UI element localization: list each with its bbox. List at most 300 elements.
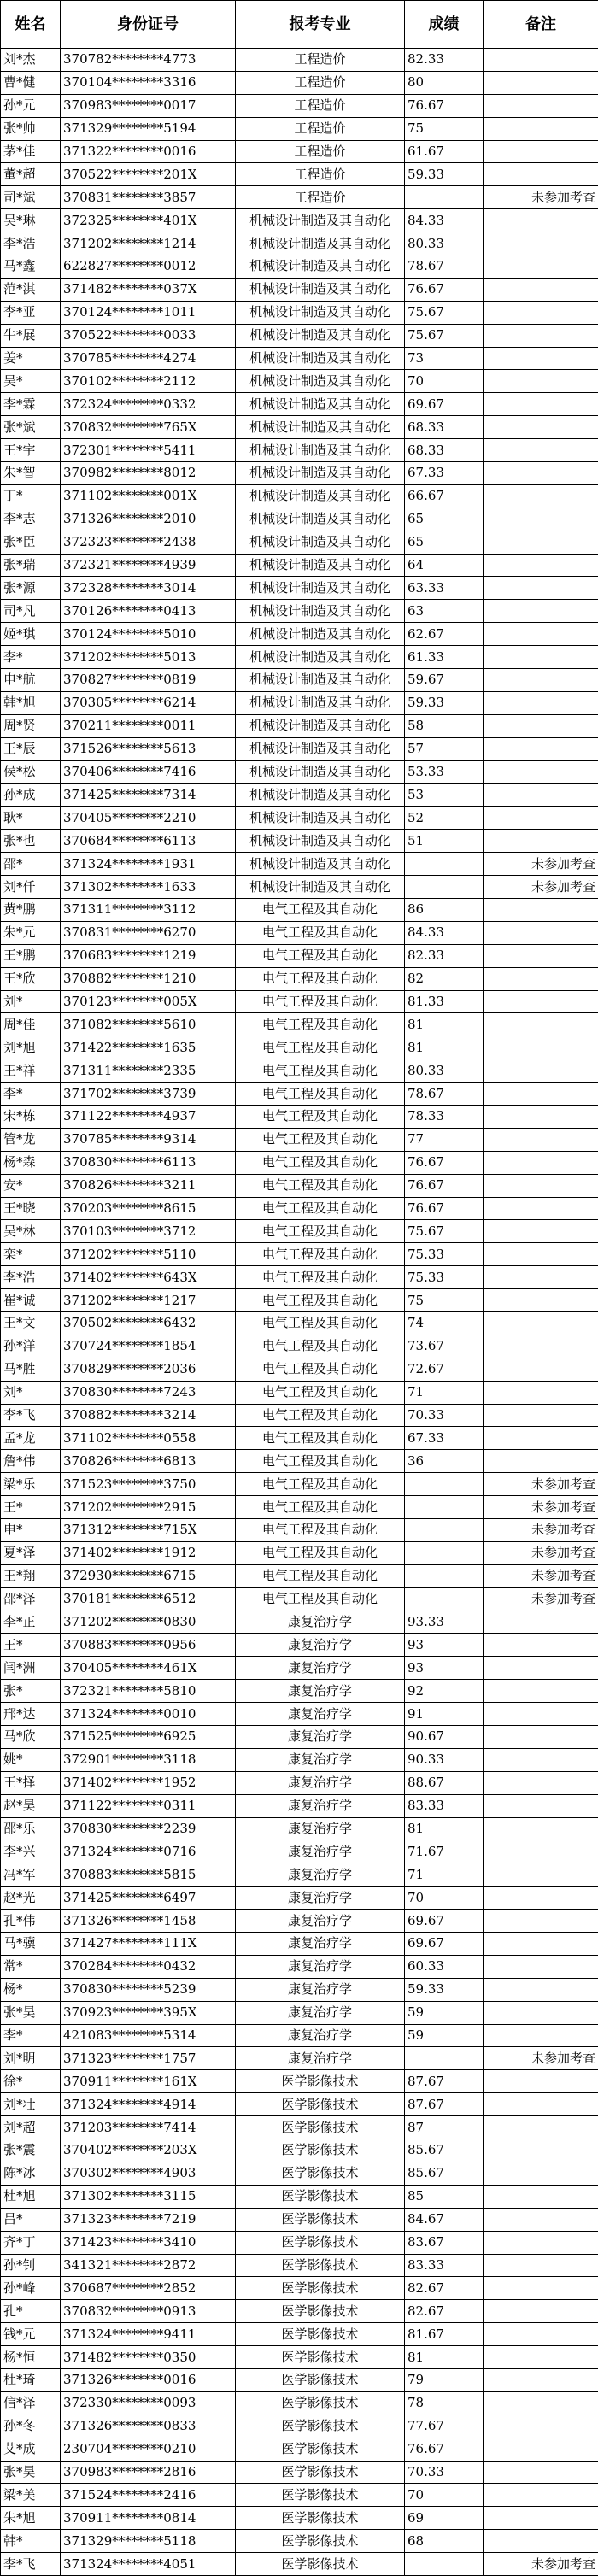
cell-score: 80.33 (405, 232, 484, 255)
cell-name: 艾*成 (1, 2438, 61, 2461)
cell-name: 朱*元 (1, 921, 61, 944)
cell-major: 工程造价 (236, 94, 405, 117)
cell-name: 孙*峰 (1, 2277, 61, 2300)
cell-id-number: 370882********3214 (61, 1404, 236, 1427)
cell-name: 刘* (1, 1381, 61, 1404)
cell-major: 医学影像技术 (236, 2139, 405, 2162)
cell-note: 未参加考查 (484, 1541, 598, 1564)
cell-score: 62.67 (405, 623, 484, 646)
cell-id-number: 372301********5411 (61, 439, 236, 462)
cell-major: 医学影像技术 (236, 2368, 405, 2391)
cell-major: 电气工程及其自动化 (236, 1335, 405, 1358)
cell-id-number: 370830********7243 (61, 1381, 236, 1404)
cell-name: 马*欣 (1, 1726, 61, 1749)
cell-major: 机械设计制造及其自动化 (236, 393, 405, 416)
cell-id-number: 370402********203X (61, 2139, 236, 2162)
cell-major: 电气工程及其自动化 (236, 898, 405, 921)
cell-major: 电气工程及其自动化 (236, 944, 405, 967)
cell-major: 医学影像技术 (236, 2438, 405, 2461)
table-row (1, 94, 598, 117)
cell-id-number: 370830********6113 (61, 1151, 236, 1174)
cell-id-number: 371326********0833 (61, 2415, 236, 2438)
cell-major: 康复治疗学 (236, 1726, 405, 1749)
cell-score (405, 1587, 484, 1611)
cell-id-number: 372323********2438 (61, 531, 236, 554)
cell-score: 52 (405, 807, 484, 830)
cell-id-number: 371202********5110 (61, 1243, 236, 1266)
cell-major: 电气工程及其自动化 (236, 1564, 405, 1587)
cell-name: 孙*元 (1, 94, 61, 117)
cell-note (484, 760, 598, 783)
cell-name: 杨*森 (1, 1151, 61, 1174)
cell-name: 司*斌 (1, 186, 61, 209)
table-row (1, 1151, 598, 1174)
cell-id-number: 370829********2036 (61, 1358, 236, 1381)
cell-id-number: 370405********461X (61, 1657, 236, 1680)
cell-score: 91 (405, 1703, 484, 1726)
table-row (1, 1473, 598, 1496)
cell-name: 曹*健 (1, 71, 61, 94)
cell-note (484, 2346, 598, 2369)
cell-score: 68 (405, 2530, 484, 2553)
table-row (1, 600, 598, 623)
cell-note (484, 2231, 598, 2254)
cell-name: 王*祥 (1, 1059, 61, 1083)
cell-score (405, 876, 484, 899)
cell-major: 康复治疗学 (236, 1978, 405, 2001)
cell-name: 姚* (1, 1748, 61, 1771)
cell-major: 机械设计制造及其自动化 (236, 600, 405, 623)
cell-name: 申*航 (1, 669, 61, 692)
table-row (1, 2415, 598, 2438)
cell-score: 83.67 (405, 2231, 484, 2254)
table-row (1, 623, 598, 646)
table-row (1, 1083, 598, 1106)
cell-note (484, 1220, 598, 1243)
cell-id-number: 371524********2416 (61, 2484, 236, 2507)
cell-name: 李*志 (1, 508, 61, 531)
cell-major: 机械设计制造及其自动化 (236, 508, 405, 531)
cell-score: 75.33 (405, 1243, 484, 1266)
table-row (1, 807, 598, 830)
cell-major: 工程造价 (236, 186, 405, 209)
cell-major: 康复治疗学 (236, 2024, 405, 2047)
cell-name: 钱*元 (1, 2323, 61, 2346)
cell-major: 电气工程及其自动化 (236, 1174, 405, 1197)
cell-score: 70 (405, 370, 484, 393)
cell-name: 杨* (1, 1978, 61, 2001)
cell-id-number: 371202********1217 (61, 1289, 236, 1312)
cell-id-number: 371202********5013 (61, 646, 236, 669)
cell-note (484, 1335, 598, 1358)
cell-name: 侯*松 (1, 760, 61, 783)
cell-score: 82.33 (405, 944, 484, 967)
cell-name: 冯*军 (1, 1863, 61, 1887)
cell-note (484, 117, 598, 140)
cell-name: 李* (1, 2024, 61, 2047)
table-row (1, 1748, 598, 1771)
cell-score: 61.67 (405, 140, 484, 163)
table-row (1, 1771, 598, 1794)
cell-major: 医学影像技术 (236, 2346, 405, 2369)
cell-score: 81 (405, 1036, 484, 1059)
cell-major: 机械设计制造及其自动化 (236, 760, 405, 783)
cell-id-number: 371526********5613 (61, 737, 236, 760)
cell-score: 87 (405, 2116, 484, 2139)
cell-id-number: 370124********1011 (61, 301, 236, 324)
table-row (1, 2162, 598, 2185)
cell-name: 栾* (1, 1243, 61, 1266)
cell-note: 未参加考查 (484, 1473, 598, 1496)
cell-name: 杜*琦 (1, 2368, 61, 2391)
cell-major: 机械设计制造及其自动化 (236, 737, 405, 760)
cell-major: 医学影像技术 (236, 2484, 405, 2507)
cell-score: 63 (405, 600, 484, 623)
cell-note (484, 71, 598, 94)
cell-score: 85 (405, 2185, 484, 2208)
cell-major: 康复治疗学 (236, 1680, 405, 1703)
table-row (1, 1541, 598, 1564)
cell-name: 管*龙 (1, 1128, 61, 1151)
cell-note (484, 508, 598, 531)
cell-id-number: 371102********001X (61, 484, 236, 508)
cell-major: 电气工程及其自动化 (236, 1128, 405, 1151)
cell-note (484, 1680, 598, 1703)
cell-name: 赵*昊 (1, 1794, 61, 1817)
cell-note (484, 2070, 598, 2093)
cell-note: 未参加考查 (484, 1519, 598, 1542)
table-row (1, 1611, 598, 1634)
cell-id-number: 371311********3112 (61, 898, 236, 921)
cell-score: 70 (405, 1887, 484, 1910)
cell-name: 闫*洲 (1, 1657, 61, 1680)
cell-note (484, 898, 598, 921)
cell-id-number: 371324********9411 (61, 2323, 236, 2346)
cell-major: 电气工程及其自动化 (236, 1541, 405, 1564)
cell-note (484, 1381, 598, 1404)
table-row (1, 2231, 598, 2254)
table-row (1, 2346, 598, 2369)
table-row (1, 2024, 598, 2047)
cell-score: 69.67 (405, 1910, 484, 1933)
cell-note (484, 209, 598, 232)
table-row (1, 301, 598, 324)
cell-id-number: 372328********3014 (61, 577, 236, 600)
cell-name: 孔*伟 (1, 1910, 61, 1933)
cell-name: 刘*杰 (1, 49, 61, 72)
cell-major: 机械设计制造及其自动化 (236, 577, 405, 600)
cell-major: 机械设计制造及其自动化 (236, 324, 405, 347)
cell-note (484, 2116, 598, 2139)
cell-note (484, 1174, 598, 1197)
table-row (1, 830, 598, 853)
cell-name: 邵* (1, 853, 61, 876)
table-row (1, 2461, 598, 2484)
cell-score: 76.67 (405, 2438, 484, 2461)
cell-score (405, 1496, 484, 1519)
cell-score: 82.67 (405, 2277, 484, 2300)
table-row (1, 347, 598, 370)
cell-note (484, 1794, 598, 1817)
cell-id-number: 371427********111X (61, 1933, 236, 1956)
cell-id-number: 371423********3410 (61, 2231, 236, 2254)
cell-name: 王*翔 (1, 1564, 61, 1587)
cell-score: 75.67 (405, 301, 484, 324)
cell-name: 王* (1, 1634, 61, 1657)
cell-note (484, 1910, 598, 1933)
cell-score: 75.67 (405, 324, 484, 347)
cell-note (484, 370, 598, 393)
cell-note (484, 324, 598, 347)
cell-note (484, 94, 598, 117)
cell-id-number: 371523********3750 (61, 1473, 236, 1496)
cell-score: 87.67 (405, 2093, 484, 2116)
cell-major: 电气工程及其自动化 (236, 1450, 405, 1473)
cell-score: 73.67 (405, 1335, 484, 1358)
cell-name: 刘*仟 (1, 876, 61, 899)
table-row (1, 1978, 598, 2001)
cell-id-number: 371482********0350 (61, 2346, 236, 2369)
cell-note (484, 2162, 598, 2185)
table-row (1, 1036, 598, 1059)
cell-major: 医学影像技术 (236, 2300, 405, 2323)
cell-note (484, 2461, 598, 2484)
cell-major: 医学影像技术 (236, 2070, 405, 2093)
cell-score: 78.67 (405, 1083, 484, 1106)
cell-note (484, 301, 598, 324)
table-row (1, 1311, 598, 1335)
cell-note (484, 691, 598, 714)
cell-name: 安* (1, 1174, 61, 1197)
cell-id-number: 371402********1952 (61, 1771, 236, 1794)
cell-note (484, 2139, 598, 2162)
cell-name: 李*飞 (1, 2553, 61, 2576)
table-row (1, 1794, 598, 1817)
cell-score: 59.33 (405, 163, 484, 186)
cell-score: 74 (405, 1311, 484, 1335)
cell-score: 84.67 (405, 2208, 484, 2231)
cell-score: 75 (405, 1289, 484, 1312)
table-row (1, 71, 598, 94)
cell-id-number: 372324********0332 (61, 393, 236, 416)
cell-score: 78.67 (405, 255, 484, 279)
cell-name: 孙*成 (1, 783, 61, 807)
cell-id-number: 371202********1214 (61, 232, 236, 255)
cell-major: 机械设计制造及其自动化 (236, 646, 405, 669)
cell-major: 工程造价 (236, 71, 405, 94)
cell-id-number: 370724********1854 (61, 1335, 236, 1358)
cell-name: 吕* (1, 2208, 61, 2231)
table-row (1, 1266, 598, 1289)
cell-id-number: 370102********2112 (61, 370, 236, 393)
cell-id-number: 370827********0819 (61, 669, 236, 692)
cell-major: 电气工程及其自动化 (236, 1404, 405, 1427)
cell-major: 机械设计制造及其自动化 (236, 462, 405, 485)
cell-name: 朱*旭 (1, 2507, 61, 2530)
cell-score: 77 (405, 1128, 484, 1151)
cell-major: 机械设计制造及其自动化 (236, 484, 405, 508)
cell-major: 电气工程及其自动化 (236, 1036, 405, 1059)
cell-major: 康复治疗学 (236, 2047, 405, 2070)
cell-major: 电气工程及其自动化 (236, 1289, 405, 1312)
cell-score: 64 (405, 554, 484, 577)
table-row (1, 944, 598, 967)
table-row (1, 484, 598, 508)
cell-name: 王*辰 (1, 737, 61, 760)
cell-major: 电气工程及其自动化 (236, 921, 405, 944)
table-header (1, 1, 598, 49)
cell-score: 81 (405, 2346, 484, 2369)
table-row (1, 186, 598, 209)
cell-note (484, 484, 598, 508)
table-body (1, 49, 598, 2576)
cell-name: 吴*林 (1, 1220, 61, 1243)
cell-score: 82.67 (405, 2300, 484, 2323)
cell-note (484, 1978, 598, 2001)
cell-major: 机械设计制造及其自动化 (236, 554, 405, 577)
cell-name: 王*文 (1, 1311, 61, 1335)
cell-id-number: 371324********0716 (61, 1840, 236, 1863)
cell-id-number: 370103********3712 (61, 1220, 236, 1243)
cell-note (484, 2438, 598, 2461)
table-row (1, 1381, 598, 1404)
cell-name: 宋*栋 (1, 1105, 61, 1128)
cell-major: 康复治疗学 (236, 1657, 405, 1680)
cell-note (484, 1771, 598, 1794)
cell-score: 80.33 (405, 1059, 484, 1083)
cell-score: 68.33 (405, 439, 484, 462)
cell-major: 医学影像技术 (236, 2277, 405, 2300)
cell-score: 53 (405, 783, 484, 807)
cell-score: 67.33 (405, 462, 484, 485)
cell-major: 电气工程及其自动化 (236, 1243, 405, 1266)
cell-major: 机械设计制造及其自动化 (236, 370, 405, 393)
cell-score: 59.67 (405, 669, 484, 692)
cell-note (484, 921, 598, 944)
cell-major: 医学影像技术 (236, 2553, 405, 2576)
cell-id-number: 371122********0311 (61, 1794, 236, 1817)
cell-name: 梁*美 (1, 2484, 61, 2507)
table-row (1, 1840, 598, 1863)
cell-id-number: 371525********6925 (61, 1726, 236, 1749)
cell-score: 76.67 (405, 278, 484, 301)
table-row (1, 1358, 598, 1381)
cell-major: 机械设计制造及其自动化 (236, 531, 405, 554)
cell-score: 72.67 (405, 1358, 484, 1381)
cell-note (484, 714, 598, 737)
cell-note (484, 1933, 598, 1956)
cell-id-number: 371302********1633 (61, 876, 236, 899)
cell-note (484, 1611, 598, 1634)
cell-id-number: 371324********1931 (61, 853, 236, 876)
cell-note: 未参加考查 (484, 1496, 598, 1519)
cell-name: 邢*达 (1, 1703, 61, 1726)
cell-score: 71.67 (405, 1840, 484, 1863)
cell-score: 59 (405, 2001, 484, 2024)
cell-score: 77.67 (405, 2415, 484, 2438)
cell-id-number: 372901********3118 (61, 1748, 236, 1771)
cell-major: 医学影像技术 (236, 2093, 405, 2116)
cell-score (405, 2553, 484, 2576)
cell-id-number: 371122********4937 (61, 1105, 236, 1128)
cell-score: 93 (405, 1657, 484, 1680)
cell-name: 司*凡 (1, 600, 61, 623)
cell-name: 马*胜 (1, 1358, 61, 1381)
cell-name: 李* (1, 646, 61, 669)
cell-id-number: 370211********0011 (61, 714, 236, 737)
header-name: 姓名 (1, 1, 61, 49)
cell-name: 刘*超 (1, 2116, 61, 2139)
cell-note (484, 255, 598, 279)
cell-score: 76.67 (405, 94, 484, 117)
cell-id-number: 371402********643X (61, 1266, 236, 1289)
cell-note (484, 1863, 598, 1887)
cell-name: 崔*诚 (1, 1289, 61, 1312)
cell-id-number: 370983********0017 (61, 94, 236, 117)
cell-note (484, 1059, 598, 1083)
table-row (1, 1013, 598, 1036)
table-row (1, 1059, 598, 1083)
table-row (1, 1564, 598, 1587)
cell-score: 88.67 (405, 1771, 484, 1794)
cell-major: 电气工程及其自动化 (236, 1311, 405, 1335)
cell-major: 电气工程及其自动化 (236, 1496, 405, 1519)
cell-score: 59.33 (405, 1978, 484, 2001)
cell-note (484, 49, 598, 72)
table-row (1, 2139, 598, 2162)
cell-id-number: 370406********7416 (61, 760, 236, 783)
cell-id-number: 370104********3316 (61, 71, 236, 94)
cell-major: 电气工程及其自动化 (236, 1266, 405, 1289)
cell-note (484, 462, 598, 485)
cell-name: 李*亚 (1, 301, 61, 324)
table-row (1, 921, 598, 944)
cell-score: 58 (405, 714, 484, 737)
cell-name: 丁* (1, 484, 61, 508)
table-row (1, 2368, 598, 2391)
table-row (1, 1243, 598, 1266)
table-row (1, 853, 598, 876)
table-row (1, 2507, 598, 2530)
cell-major: 电气工程及其自动化 (236, 1220, 405, 1243)
header-note: 备注 (484, 1, 598, 49)
cell-major: 康复治疗学 (236, 1703, 405, 1726)
cell-name: 黄*鹏 (1, 898, 61, 921)
cell-id-number: 370983********2816 (61, 2461, 236, 2484)
cell-name: 李*浩 (1, 1266, 61, 1289)
table-row (1, 1955, 598, 1978)
table-row (1, 2001, 598, 2024)
cell-major: 医学影像技术 (236, 2231, 405, 2254)
cell-note (484, 1358, 598, 1381)
cell-score: 70.33 (405, 2461, 484, 2484)
cell-major: 医学影像技术 (236, 2323, 405, 2346)
cell-major: 机械设计制造及其自动化 (236, 439, 405, 462)
cell-major: 医学影像技术 (236, 2185, 405, 2208)
table-row (1, 531, 598, 554)
cell-name: 李*兴 (1, 1840, 61, 1863)
cell-note (484, 393, 598, 416)
table-row (1, 1863, 598, 1887)
table-row (1, 1220, 598, 1243)
cell-id-number: 371323********7219 (61, 2208, 236, 2231)
cell-major: 电气工程及其自动化 (236, 990, 405, 1013)
cell-id-number: 370181********6512 (61, 1587, 236, 1611)
cell-score: 78.33 (405, 1105, 484, 1128)
cell-note (484, 2530, 598, 2553)
cell-name: 杜*旭 (1, 2185, 61, 2208)
cell-name: 张*斌 (1, 416, 61, 439)
